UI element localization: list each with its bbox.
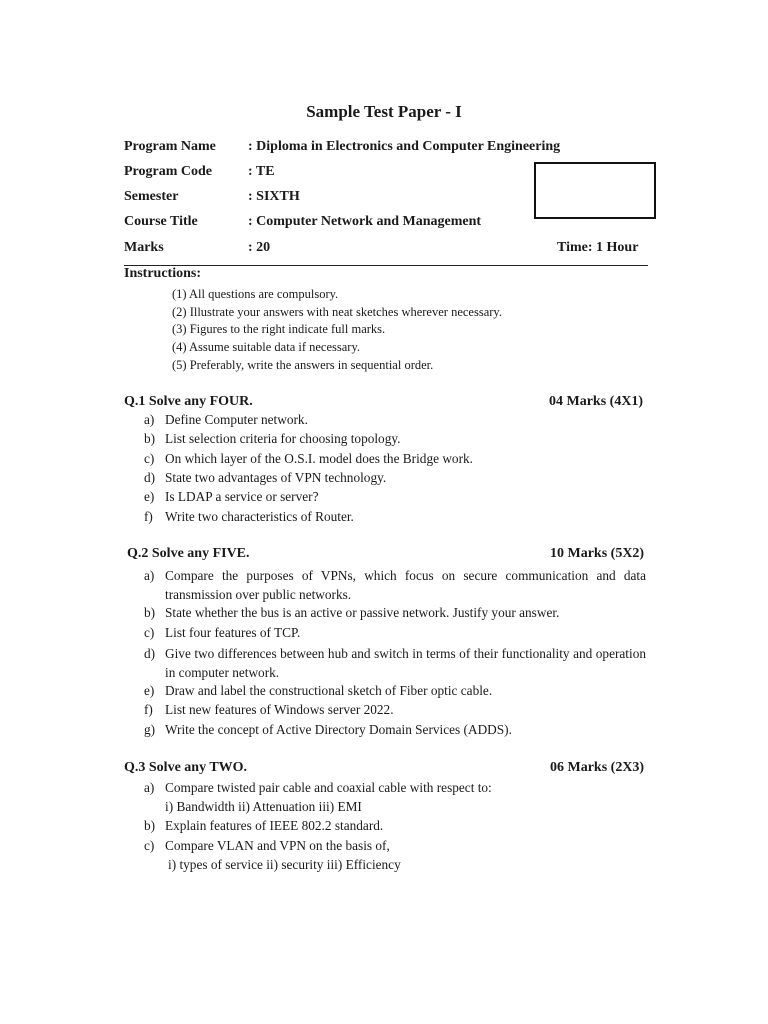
question-2-item-b bbox=[144, 605, 559, 621]
question-2-item-e bbox=[144, 683, 492, 699]
question-3-item-b bbox=[144, 818, 383, 834]
program-code-value: : TE bbox=[248, 164, 275, 179]
question-3-heading: Q.3 Solve any TWO. bbox=[124, 760, 248, 775]
seat-number-box bbox=[534, 162, 656, 219]
instruction-item: (2) Illustrate your answers with neat sketches wherever necessary. bbox=[172, 305, 502, 319]
item-letter: d) bbox=[144, 470, 156, 485]
question-2-item-g bbox=[144, 722, 512, 738]
item-letter: b) bbox=[144, 431, 156, 446]
item-text: Explain features of IEEE 802.2 standard. bbox=[165, 818, 384, 833]
item-letter: a) bbox=[144, 412, 155, 427]
item-text: State two advantages of VPN technology. bbox=[165, 470, 387, 485]
semester-value: : SIXTH bbox=[248, 189, 300, 204]
question-1-marks: 04 Marks (4X1) bbox=[549, 394, 644, 409]
program-code-label: Program Code bbox=[124, 164, 212, 179]
question-1-item-b bbox=[144, 431, 400, 447]
item-letter: c) bbox=[144, 625, 155, 640]
question-1-item-e bbox=[144, 489, 318, 505]
item-letter: d) bbox=[144, 646, 156, 661]
item-text: List selection criteria for choosing topology. bbox=[165, 431, 401, 446]
header-divider bbox=[124, 265, 648, 266]
item-text: Is LDAP a service or server? bbox=[165, 489, 319, 504]
question-3-item-c bbox=[144, 838, 390, 854]
item-text: Write the concept of Active Directory Domain Services (ADDS). bbox=[165, 722, 512, 737]
page-title: Sample Test Paper - I bbox=[306, 102, 462, 121]
question-2-marks: 10 Marks (5X2) bbox=[550, 546, 645, 561]
item-letter: c) bbox=[144, 838, 155, 853]
item-text: List four features of TCP. bbox=[165, 625, 301, 640]
item-text: List new features of Windows server 2022. bbox=[165, 702, 394, 717]
course-title-label: Course Title bbox=[124, 214, 198, 229]
item-letter: c) bbox=[144, 451, 155, 466]
item-letter: g) bbox=[144, 722, 156, 737]
marks-label: Marks bbox=[124, 240, 164, 255]
item-text: Define Computer network. bbox=[165, 412, 308, 427]
item-letter: f) bbox=[144, 702, 153, 717]
question-2-item-a bbox=[144, 566, 646, 604]
question-2-item-f bbox=[144, 702, 394, 718]
instructions-heading: Instructions: bbox=[124, 266, 202, 281]
item-letter: a) bbox=[144, 780, 155, 795]
item-letter: a) bbox=[144, 568, 155, 583]
question-1-item-a bbox=[144, 412, 308, 428]
time-duration: Time: 1 Hour bbox=[557, 240, 639, 255]
item-text: Compare twisted pair cable and coaxial cable with respect to: bbox=[165, 780, 492, 795]
question-2-heading: Q.2 Solve any FIVE. bbox=[127, 546, 250, 561]
item-text: Write two characteristics of Router. bbox=[165, 509, 354, 524]
question-1-heading: Q.1 Solve any FOUR. bbox=[124, 394, 253, 409]
question-3-item-c-subitems: i) types of service ii) security iii) Efficiency bbox=[168, 857, 401, 872]
question-1-item-d bbox=[144, 470, 386, 486]
item-text: Give two differences between hub and switch in terms of their functionality and operation in computer network. bbox=[165, 646, 646, 680]
question-1-item-c bbox=[144, 451, 473, 467]
item-text: On which layer of the O.S.I. model does the Bridge work. bbox=[165, 451, 473, 466]
instruction-item: (1) All questions are compulsory. bbox=[172, 287, 339, 301]
question-3-item-a bbox=[144, 780, 492, 796]
item-text: State whether the bus is an active or passive network. Justify your answer. bbox=[165, 605, 560, 620]
item-letter: b) bbox=[144, 818, 156, 833]
instruction-item: (3) Figures to the right indicate full marks. bbox=[172, 322, 386, 336]
question-3-item-a-subitems: i) Bandwidth ii) Attenuation iii) EMI bbox=[165, 799, 362, 814]
instruction-item: (4) Assume suitable data if necessary. bbox=[172, 340, 361, 354]
item-letter: b) bbox=[144, 605, 156, 620]
question-2-item-c bbox=[144, 625, 300, 641]
question-1-item-f bbox=[144, 509, 354, 525]
item-letter: f) bbox=[144, 509, 153, 524]
question-3-marks: 06 Marks (2X3) bbox=[550, 760, 645, 775]
question-2-item-d bbox=[144, 644, 646, 682]
course-title-value: : Computer Network and Management bbox=[248, 214, 482, 229]
program-name-value: : Diploma in Electronics and Computer Engineering bbox=[248, 139, 561, 154]
item-text: Compare VLAN and VPN on the basis of, bbox=[165, 838, 390, 853]
semester-label: Semester bbox=[124, 189, 179, 204]
item-text: Compare the purposes of VPNs, which focus on secure communication and data transmission over public networks. bbox=[165, 568, 646, 602]
program-name-label: Program Name bbox=[124, 139, 216, 154]
marks-value: : 20 bbox=[248, 240, 271, 255]
item-text: Draw and label the constructional sketch of Fiber optic cable. bbox=[165, 683, 493, 698]
item-letter: e) bbox=[144, 683, 155, 698]
instruction-item: (5) Preferably, write the answers in sequential order. bbox=[172, 358, 434, 372]
item-letter: e) bbox=[144, 489, 155, 504]
